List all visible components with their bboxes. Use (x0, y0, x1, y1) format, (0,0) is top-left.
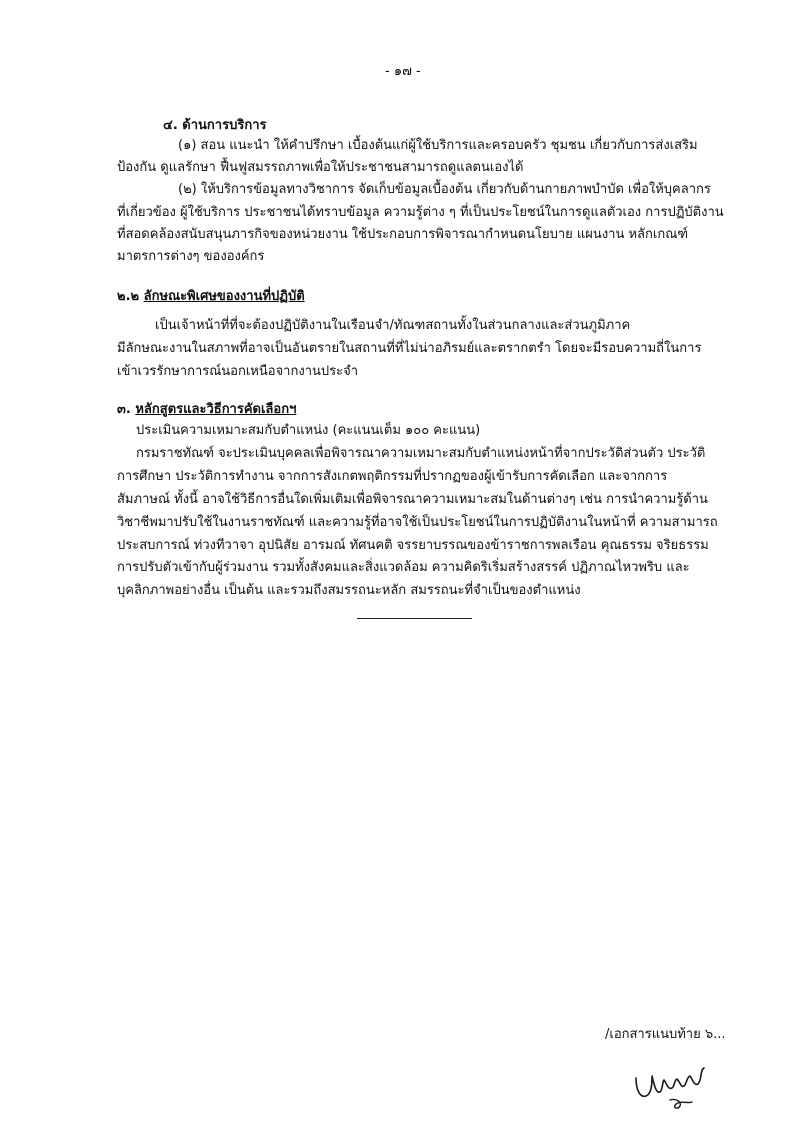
section-3-line-6: การปรับตัวเข้ากับผู้ร่วมงาน รวมทั้งสังคมและสิ่งแวดล้อม ความคิดริเริ่มสร้างสรรค์ ปฏิภาณไหวพริบ และ (117, 560, 690, 575)
section-3-line-2: การศึกษา ประวัติการทำงาน จากการสังเกตพฤติกรรมที่ปรากฏของผู้เข้ารับการคัดเลือก และจากการ (117, 469, 668, 484)
section-2-2-line-1: เป็นเจ้าหน้าที่ที่จะต้องปฏิบัติงานในเรือนจำ/ทัณฑสถานทั้งในส่วนกลางและส่วนภูมิภาค (155, 318, 631, 333)
section-3-line-5: ประสบการณ์ ท่วงทีวาจา อุปนิสัย อารมณ์ ทัศนคติ จรรยาบรรณของข้าราชการพลเรือน คุณธรรม จริยธรรม (117, 538, 709, 553)
section-2-2-heading (117, 288, 305, 306)
section-3-line-1: กรมราชทัณฑ์ จะประเมินบุคคลเพื่อพิจารณาความเหมาะสมกับตำแหน่งหน้าที่จากประวัติส่วนตัว ประวัติ (136, 446, 706, 461)
section-4-item-2-line-1: (๒) ให้บริการข้อมูลทางวิชาการ จัดเก็บข้อมูลเบื้องต้น เกี่ยวกับด้านกายภาพบำบัด เพื่อให้บุคลากร (178, 182, 711, 197)
section-2-2-line-2: มีลักษณะงานในสภาพที่อาจเป็นอันตรายในสถานที่ที่ไม่น่าอภิรมย์และตรากตรำ โดยจะมีรอบความถี่ในการ (117, 341, 702, 356)
section-4-item-2-line-2: ที่เกี่ยวข้อง ผู้ใช้บริการ ประชาชนได้ทราบข้อมูล ความรู้ต่าง ๆ ที่เป็นประโยชน์ในการดูแลตัวเอง การปฏิบัติงาน (117, 205, 724, 220)
section-2-2-number: ๒.๒ (117, 289, 140, 304)
section-3-number: ๓. (117, 402, 131, 417)
section-divider (357, 618, 472, 619)
section-4-item-2-line-4: มาตรการต่างๆ ขององค์กร (117, 249, 265, 264)
section-4-item-1-line-2: ป้องกัน ดูแลรักษา ฟื้นฟูสมรรถภาพเพื่อให้ประชาชนสามารถดูแลตนเองได้ (117, 160, 524, 175)
section-3-heading (117, 401, 296, 419)
section-4-heading: ๔. ด้านการบริการ (163, 118, 267, 133)
section-3-line-7: บุคลิกภาพอย่างอื่น เป็นต้น และรวมถึงสมรรถนะหลัก สมรรถนะที่จำเป็นของตำแหน่ง (117, 583, 581, 598)
page-number: - ๑๗ - (385, 64, 421, 79)
section-4-item-2-line-3: ที่สอดคล้องสนับสนุนภารกิจของหน่วยงาน ใช้ประกอบการพิจารณากำหนดนโยบาย แผนงาน หลักเกณฑ์ (117, 227, 689, 242)
section-3-title: หลักสูตรและวิธีการคัดเลือกฯ (135, 402, 297, 417)
section-3-line-3: สัมภาษณ์ ทั้งนี้ อาจใช้วิธีการอื่นใดเพิ่มเติมเพื่อพิจารณาความเหมาะสมในด้านต่างๆ เช่น การนำความรู้ด้าน (117, 492, 708, 507)
section-3-line-4: วิชาชีพมาปรับใช้ในงานราชทัณฑ์ และความรู้ที่อาจใช้เป็นประโยชน์ในการปฏิบัติงานในหน้าที่ ความสามารถ (117, 515, 718, 530)
handwritten-signature (630, 1058, 720, 1113)
section-2-2-title: ลักษณะพิเศษของงานที่ปฏิบัติ (143, 289, 305, 304)
continuation-note: /เอกสารแนบท้าย ๖... (605, 1027, 726, 1042)
section-3-subheading: ประเมินความเหมาะสมกับตำแหน่ง (คะแนนเต็ม ๑๐๐ คะแนน) (136, 423, 481, 438)
section-4-item-1-line-1: (๑) สอน แนะนำ ให้คำปรึกษา เบื้องต้นแก่ผู้ใช้บริการและครอบครัว ชุมชน เกี่ยวกับการส่งเสริม (178, 138, 698, 153)
section-2-2-line-3: เข้าเวรรักษาการณ์นอกเหนือจากงานประจำ (117, 364, 359, 379)
